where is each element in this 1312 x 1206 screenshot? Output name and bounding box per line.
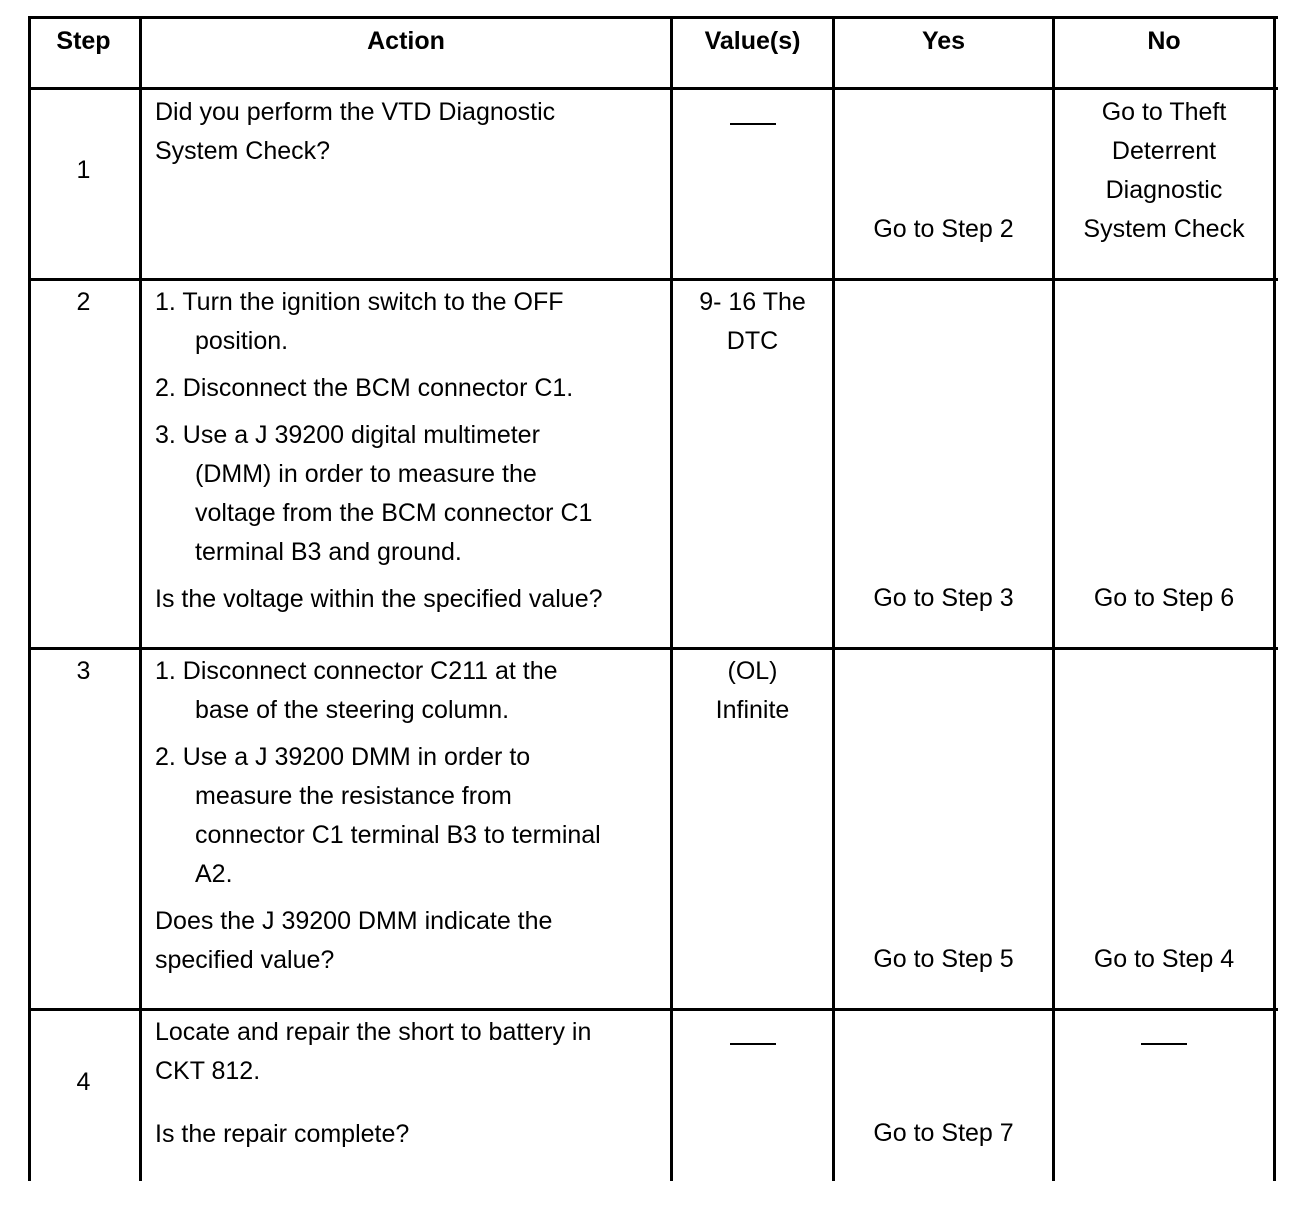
row-divider-3 <box>28 1008 1278 1011</box>
step-number: 1 <box>76 156 91 184</box>
value-cell <box>673 652 832 730</box>
action-question: Does the J 39200 DMM indicate the <box>155 907 553 935</box>
yes-cell: Go to Step 7 <box>873 1119 1014 1147</box>
table-border-left <box>28 16 31 1181</box>
diagnostic-table <box>28 16 1278 1181</box>
value-cell <box>673 104 832 143</box>
action-line: 1. Disconnect connector C211 at the <box>155 657 558 685</box>
table-border-top <box>28 16 1278 19</box>
row-divider-1 <box>28 278 1278 281</box>
action-question: Is the voltage within the specified value? <box>155 585 603 613</box>
action-question: specified value? <box>155 946 335 974</box>
header-action: Action <box>367 27 445 55</box>
header-yes: Yes <box>921 27 966 55</box>
action-line: Did you perform the VTD Diagnostic <box>155 98 556 126</box>
yes-cell: Go to Step 2 <box>873 215 1014 243</box>
value-line: (OL) <box>727 657 778 685</box>
action-line: 1. Turn the ignition switch to the OFF <box>155 288 564 316</box>
action-line: terminal B3 and ground. <box>195 538 462 566</box>
empty-value-dash <box>1141 1043 1187 1045</box>
header-values: Value(s) <box>704 27 801 55</box>
step-number: 4 <box>76 1068 91 1096</box>
value-cell <box>673 283 832 361</box>
header-no: No <box>1147 27 1181 55</box>
yes-cell: Go to Step 3 <box>873 584 1014 612</box>
action-line: System Check? <box>155 137 331 165</box>
action-line: position. <box>195 327 289 355</box>
no-cell: Go to Step 6 <box>1093 584 1235 612</box>
row-divider-2 <box>28 647 1278 650</box>
action-line: (DMM) in order to measure the <box>195 460 537 488</box>
empty-value-dash <box>730 1043 776 1045</box>
col-divider-action <box>670 16 673 1181</box>
action-line: A2. <box>195 860 233 888</box>
empty-value-dash <box>730 123 776 125</box>
action-line: 3. Use a J 39200 digital multimeter <box>155 421 540 449</box>
col-divider-step <box>139 16 142 1181</box>
value-line: 9- 16 The <box>699 288 806 316</box>
value-line: Infinite <box>715 696 790 724</box>
no-line: Diagnostic <box>1105 176 1223 204</box>
no-cell <box>1055 93 1273 249</box>
action-line: measure the resistance from <box>195 782 512 810</box>
action-cell <box>155 283 603 619</box>
value-cell <box>673 1024 832 1063</box>
header-divider <box>28 87 1278 90</box>
header-step: Step <box>56 27 111 55</box>
action-line: base of the steering column. <box>195 696 510 724</box>
no-cell <box>1055 1024 1273 1063</box>
action-cell <box>155 93 555 171</box>
value-line: DTC <box>726 327 779 355</box>
action-cell <box>155 652 601 980</box>
action-line: 2. Use a J 39200 DMM in order to <box>155 743 531 771</box>
table-border-right <box>1273 16 1276 1181</box>
action-line: 2. Disconnect the BCM connector C1. <box>155 374 574 402</box>
action-line: Locate and repair the short to battery in <box>155 1018 592 1046</box>
action-line: connector C1 terminal B3 to terminal <box>195 821 601 849</box>
yes-cell: Go to Step 5 <box>873 945 1014 973</box>
no-line: Go to Theft <box>1101 98 1227 126</box>
action-question: Is the repair complete? <box>155 1120 410 1148</box>
step-number: 3 <box>76 657 91 685</box>
action-cell <box>155 1013 591 1154</box>
step-number: 2 <box>76 288 91 316</box>
no-line: Deterrent <box>1111 137 1217 165</box>
action-line: CKT 812. <box>155 1057 261 1085</box>
action-line: voltage from the BCM connector C1 <box>195 499 593 527</box>
no-line: System Check <box>1083 215 1245 243</box>
no-cell: Go to Step 4 <box>1093 945 1235 973</box>
